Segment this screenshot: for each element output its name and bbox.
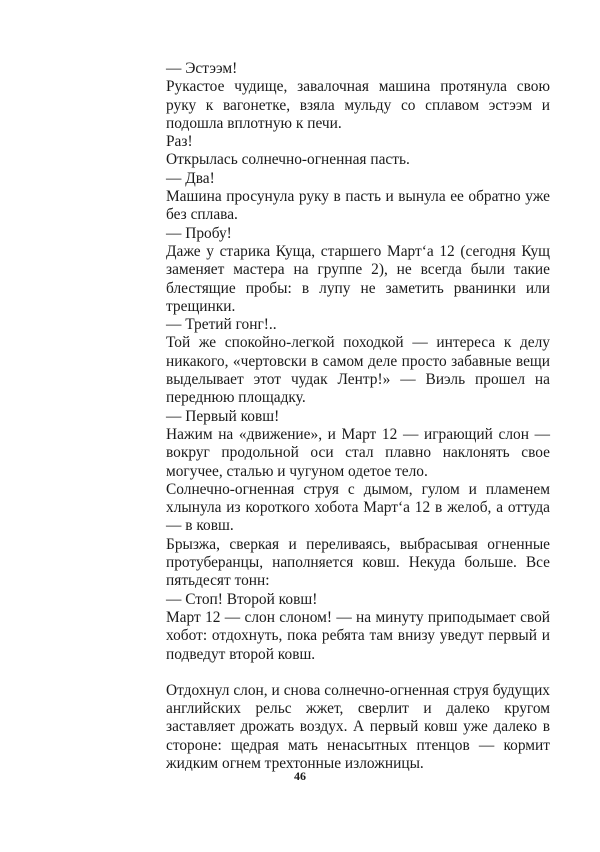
paragraph: Солнечно-огненная струя с дымом, гулом и пламенем хлынула из короткого хобота Март‘а 12 в желоб, а оттуда — в ковш. — [166, 480, 550, 535]
paragraph: — Первый ковш! — [166, 407, 280, 425]
paragraph: — Эстээм! — [166, 60, 238, 77]
paragraph: — Третий гонг!.. — [166, 316, 277, 334]
paragraph: Брызжа, сверкая и переливаясь, выбрасывая огненные протуберанцы, наполняется ковш. Некуда больше. Все пятьдесят тонн: — [166, 535, 550, 590]
paragraph: Открылась солнечно-огненная пасть. — [166, 151, 410, 169]
paragraph: Отдохнул слон, и снова солнечно-огненная струя будущих английских рельс жжет, сверлит и далеко кругом заставляет дрожать воздух. А первый ковш уже далеко в стороне: щедрая мать ненасытных птенцов — кормит жидким огнем трехтонные изложницы. — [166, 681, 550, 772]
page-body-text — [166, 60, 550, 773]
section-break — [166, 664, 550, 682]
paragraph: Раз! — [166, 133, 193, 151]
page-number: 46 — [294, 769, 306, 783]
paragraph: — Пробу! — [166, 224, 232, 242]
paragraph: Даже у старика Куща, старшего Март‘а 12 (сегодня Кущ заменяет мастера на группе 2), не всегда были такие блестящие пробы: в лупу не заметить рванинки или трещинки. — [166, 242, 550, 315]
paragraph: Машина просунула руку в пасть и вынула ее обратно уже без сплава. — [166, 188, 550, 224]
paragraph: Рукастое чудище, завалочная машина протянула свою руку к вагонетке, взяла мульду со сплавом эстээм и подошла вплотную к печи. — [166, 78, 550, 132]
paragraph: Той же спокойно-легкой походкой — интереса к делу никакого, «чертовски в самом деле просто забавные вещи выделывает этот чудак Лентр!» — Виэль прошел на переднюю площадку. — [166, 334, 550, 407]
paragraph: Март 12 — слон слоном! — на минуту приподымает свой хобот: отдохнуть, пока ребята там внизу уведут первый и подведут второй ковш. — [166, 608, 550, 663]
paragraph: — Два! — [166, 169, 215, 187]
paragraph: Нажим на «движение», и Март 12 — играющий слон — вокруг продольной оси стал плавно наклонять свое могучее, сталью и чугуном одетое тело. — [166, 425, 550, 480]
paragraph: — Стоп! Второй ковш! — [166, 590, 318, 608]
